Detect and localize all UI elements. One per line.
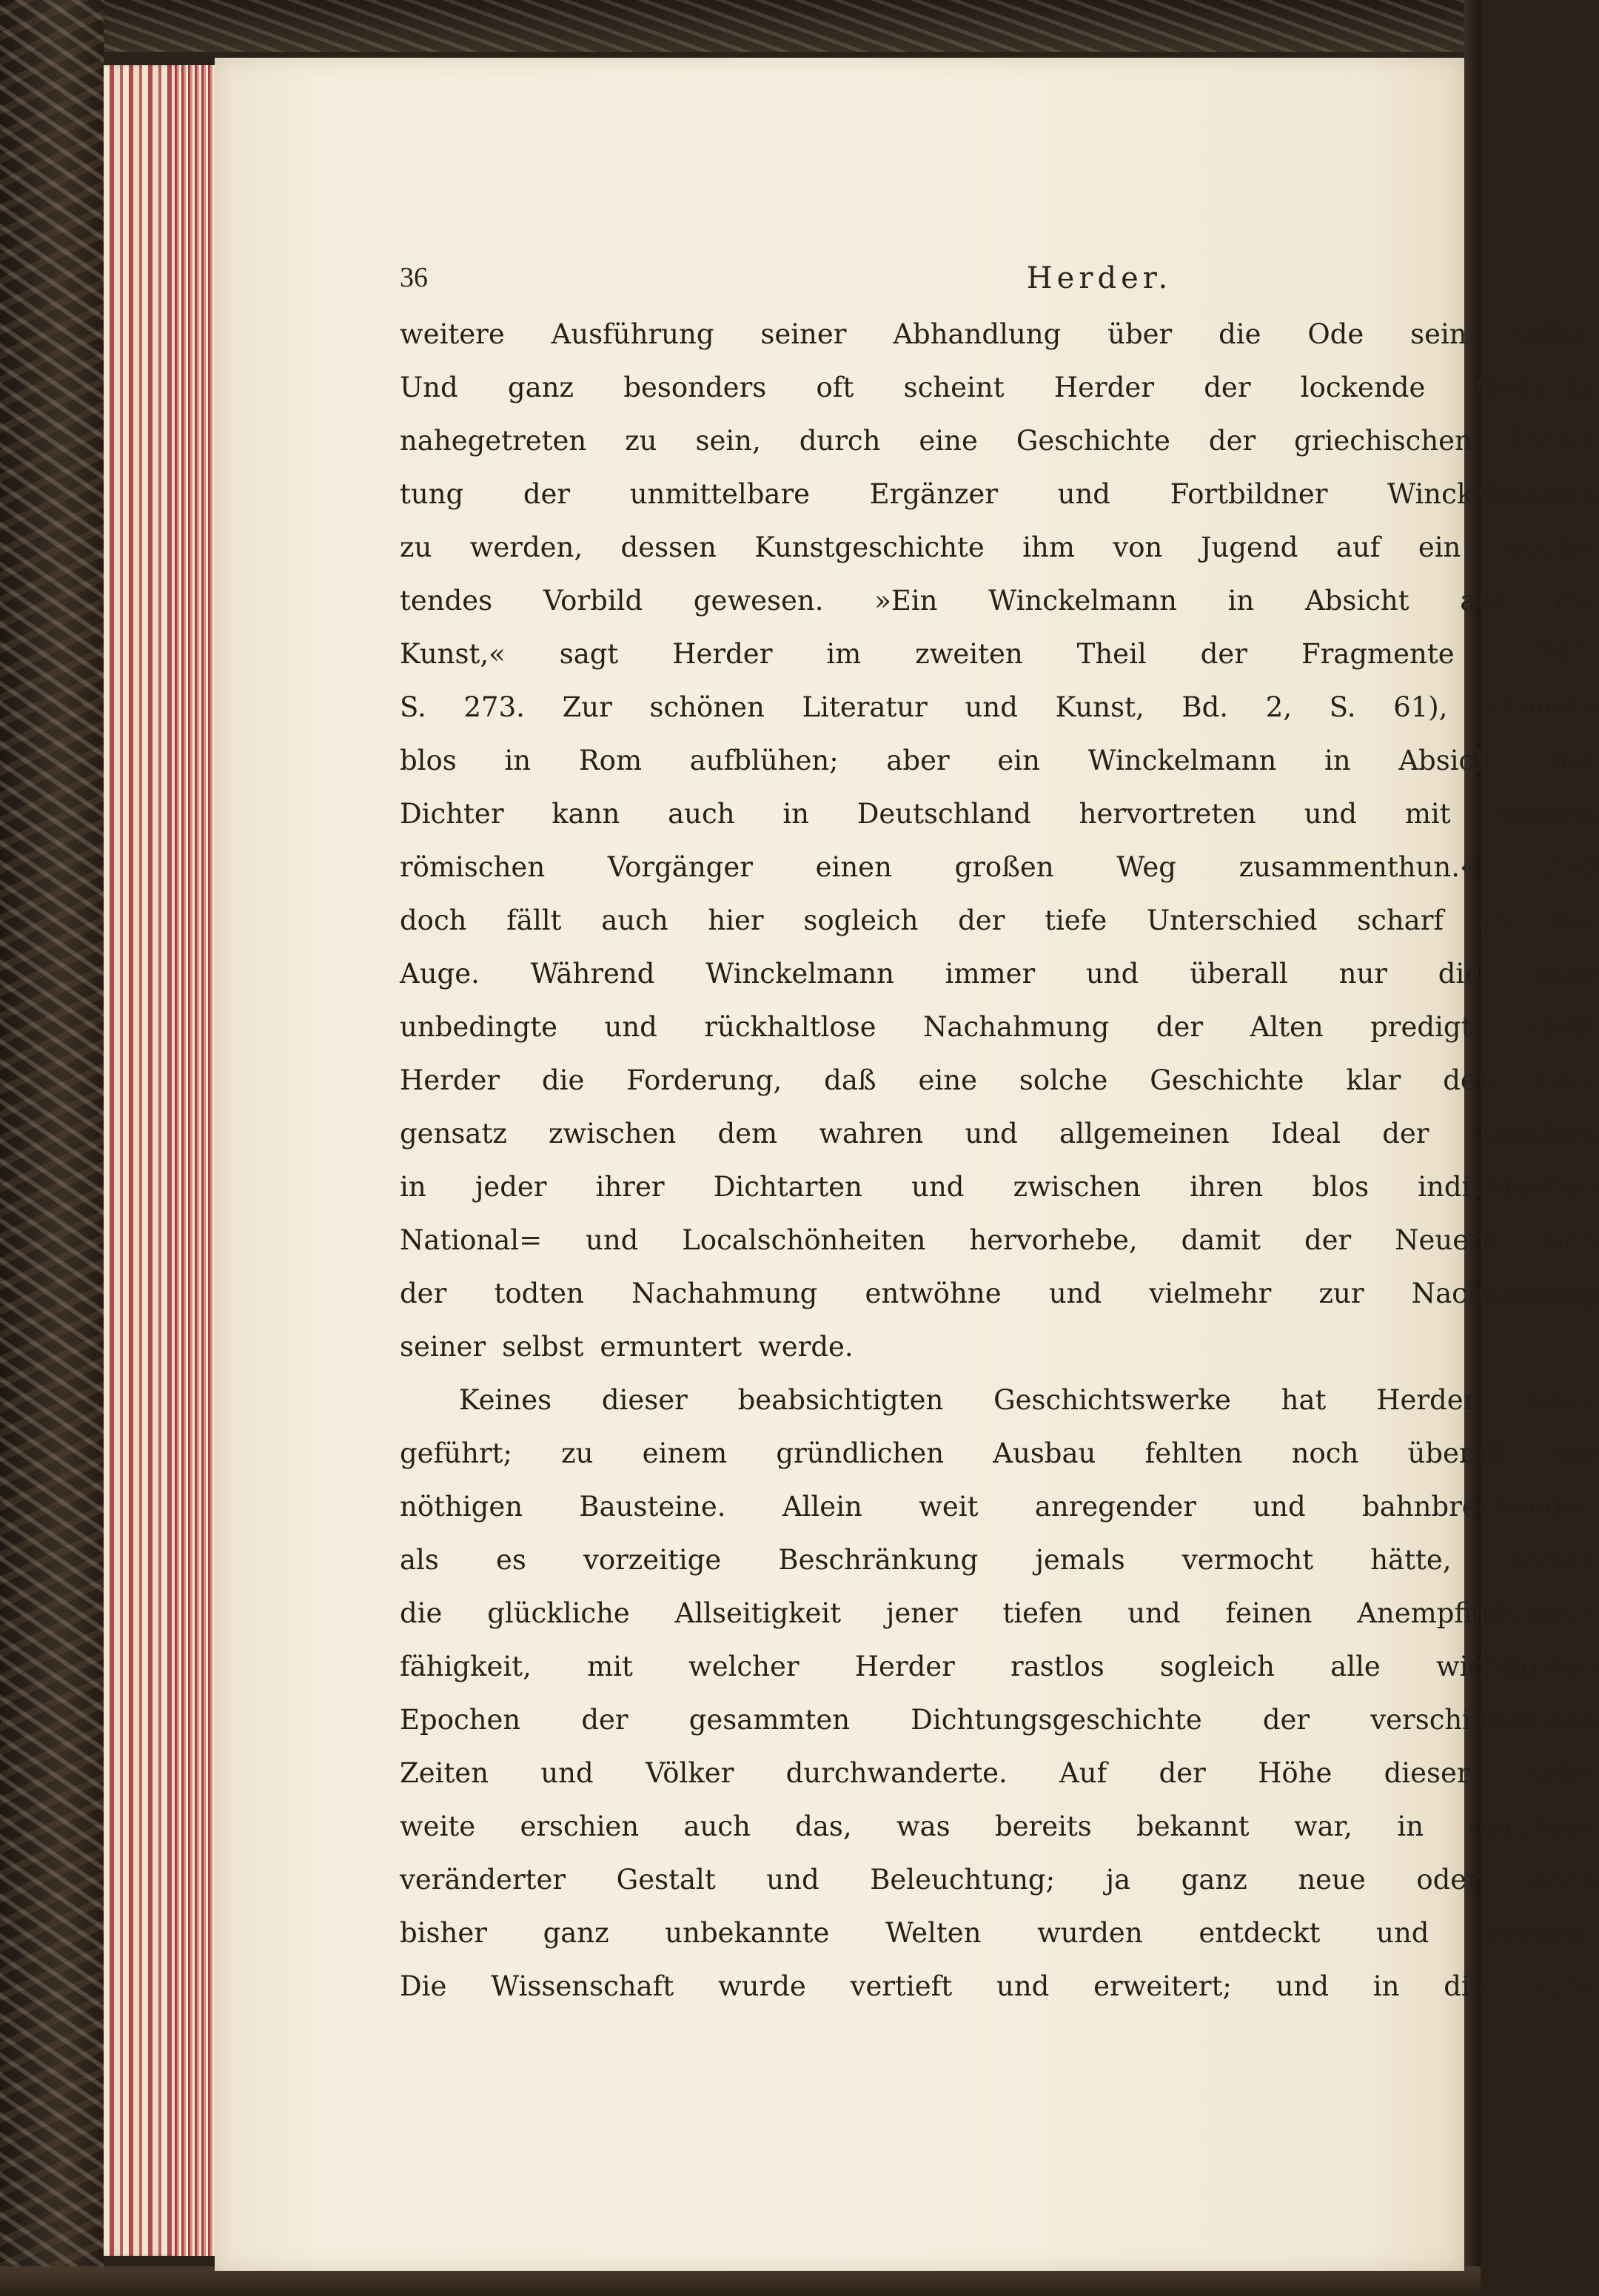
body-text bbox=[400, 308, 1598, 2013]
text-line: tendes Vorbild gewesen. »Ein Winckelmann in Absicht auf die bbox=[400, 585, 1598, 617]
text-line: seiner selbst ermuntert werde. bbox=[400, 1331, 854, 1363]
text-line: Epochen der gesammten Dichtungsgeschichte der verschiedensten bbox=[400, 1704, 1598, 1736]
text-line: bisher ganz unbekannte Welten wurden entdeckt und erobert. bbox=[400, 1917, 1598, 1949]
text-line: Und ganz besonders oft scheint Herder der lockende Gedanke bbox=[400, 372, 1598, 403]
text-line: die glückliche Allseitigkeit jener tiefen und feinen Anempfindungs= bbox=[400, 1597, 1598, 1629]
text-line: Kunst,« sagt Herder im zweiten Theil der Fragmente (1767, bbox=[400, 638, 1598, 670]
text-line: Keines dieser beabsichtigten Geschichtswerke hat Herder aus= bbox=[459, 1384, 1598, 1416]
text-line: unbedingte und rückhaltlose Nachahmung der Alten predigt, stellt bbox=[400, 1011, 1598, 1043]
text-line: zu werden, dessen Kunstgeschichte ihm von Jugend auf ein leuch= bbox=[400, 531, 1598, 563]
text-line: Die Wissenschaft wurde vertieft und erweitert; und in die auf= bbox=[400, 1970, 1598, 2002]
book-cover-bottom bbox=[0, 2266, 1481, 2296]
book-cover-top bbox=[0, 0, 1481, 52]
text-line: nöthigen Bausteine. Allein weit anregender und bahnbrechender, bbox=[400, 1491, 1598, 1523]
text-line: National= und Localschönheiten hervorhebe, damit der Neuere sich bbox=[400, 1224, 1598, 1256]
text-line: gensatz zwischen dem wahren und allgemeinen Ideal der Griechen bbox=[400, 1118, 1598, 1149]
text-line: tung der unmittelbare Ergänzer und Fortbildner Winckelmann's bbox=[400, 478, 1598, 510]
book-page bbox=[215, 58, 1598, 2271]
text-line: Auge. Während Winckelmann immer und überall nur die ganz bbox=[400, 958, 1598, 990]
red-page-edge bbox=[175, 65, 215, 2256]
text-line: römischen Vorgänger einen großen Weg zusammenthun.« Und bbox=[400, 851, 1598, 883]
text-line: Zeiten und Völker durchwanderte. Auf der Höhe dieser Seh= bbox=[400, 1757, 1598, 1789]
marbled-cover-left bbox=[0, 0, 104, 2296]
page-header bbox=[400, 261, 1599, 306]
text-line: in jeder ihrer Dichtarten und zwischen ihren blos individuellen bbox=[400, 1171, 1598, 1203]
text-line: weite erschien auch das, was bereits bekannt war, in durchaus bbox=[400, 1810, 1598, 1842]
page-number: 36 bbox=[400, 262, 428, 293]
text-line: der todten Nachahmung entwöhne und vielmehr zur Nachahmung bbox=[400, 1278, 1598, 1309]
page-edges bbox=[104, 65, 215, 2256]
running-head: Herder. bbox=[1026, 261, 1173, 295]
text-line: Herder die Forderung, daß eine solche Geschichte klar den Ge= bbox=[400, 1064, 1598, 1096]
text-line: nahegetreten zu sein, durch eine Geschichte der griechischen Dich= bbox=[400, 425, 1598, 457]
text-line: S. 273. Zur schönen Literatur und Kunst, Bd. 2, S. 61), »konnte bbox=[400, 691, 1598, 723]
text-line: als es vorzeitige Beschränkung jemals vermocht hätte, wirkte bbox=[400, 1544, 1598, 1576]
text-line: veränderter Gestalt und Beleuchtung; ja ganz neue oder doch bbox=[400, 1864, 1598, 1896]
text-line: fähigkeit, mit welcher Herder rastlos sogleich alle wichtigsten bbox=[400, 1651, 1598, 1682]
text-line: Dichter kann auch in Deutschland hervortreten und mit seinem bbox=[400, 798, 1598, 830]
text-line: geführt; zu einem gründlichen Ausbau fehlten noch überall die bbox=[400, 1437, 1598, 1469]
text-line: blos in Rom aufblühen; aber ein Winckelmann in Absicht der bbox=[400, 745, 1598, 776]
text-line: doch fällt auch hier sogleich der tiefe Unterschied scharf in das bbox=[400, 904, 1598, 936]
text-line: weitere Ausführung seiner Abhandlung über die Ode sein sollte. bbox=[400, 318, 1598, 350]
